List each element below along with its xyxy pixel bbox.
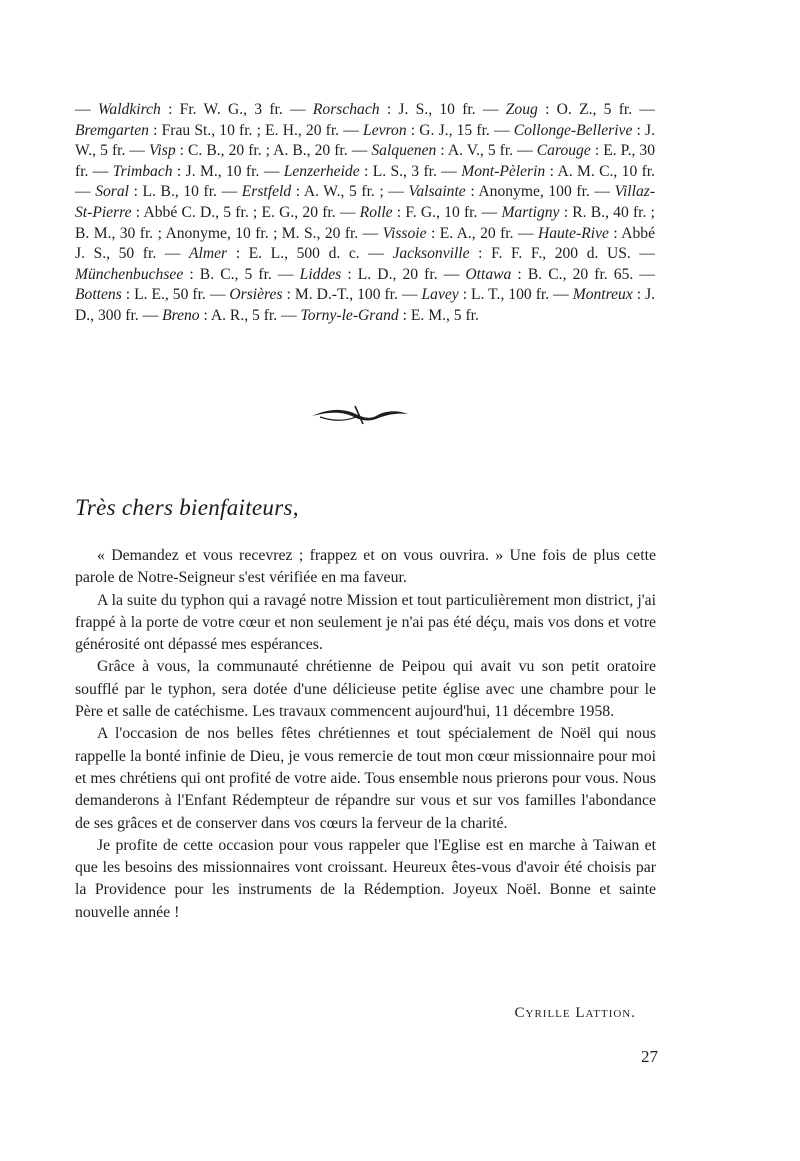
donor-place: Bottens: [75, 286, 122, 304]
donor-contribution: O. Z., 5 fr.: [556, 101, 633, 118]
letter-signature: Cyrille Lattion.: [514, 1005, 636, 1021]
donor-place: Torny-le-Grand: [300, 306, 399, 324]
donor-place: Jacksonville: [392, 245, 470, 263]
donor-contribution: G. J., 15 fr.: [419, 121, 490, 139]
donor-contribution: A. R., 5 fr.: [210, 306, 278, 324]
donor-place: Haute-Rive: [537, 224, 609, 242]
donor-contribution: C. B., 20 fr. ; A. B., 20 fr.: [188, 142, 348, 160]
donor-contribution: L. B., 10 fr.: [142, 183, 217, 201]
donor-place: Vissoie: [382, 224, 427, 242]
donor-contribution: E. P., 30 fr.: [75, 142, 656, 180]
donor-place: Lavey: [421, 286, 459, 304]
letter-salutation: Très chers bienfaiteurs,: [75, 495, 299, 520]
donor-contribution: J. M., 10 fr.: [185, 162, 260, 180]
donor-place: Collonge-Bellerive: [513, 121, 633, 139]
donor-contribution: L. D., 20 fr.: [357, 265, 438, 283]
donor-place: Valsainte: [408, 183, 466, 201]
donor-contribution: E. L., 500 d. c.: [248, 245, 360, 263]
donor-contribution: B. C., 20 fr. 65.: [527, 265, 634, 283]
donor-place: Waldkirch: [97, 101, 161, 118]
letter-paragraph: Grâce à vous, la communauté chrétienne de Peipou qui avait vu son petit oratoire soufflé par le typhon, sera dotée d'une délicieuse petite église avec une chambre pour le Père et salle de catéchisme. Les travaux commencent aujourd'hui, 11 décembre 1958.: [75, 658, 656, 721]
donor-place: Zoug: [505, 101, 538, 118]
scroll-flourish-icon: [310, 402, 410, 428]
donor-contribution: Fr. W. G., 3 fr.: [179, 101, 283, 118]
donor-contribution: M. D.-T., 100 fr.: [294, 286, 398, 304]
donor-contribution: L. S., 3 fr.: [372, 162, 437, 180]
donor-place: Breno: [162, 306, 200, 324]
donor-contribution: R. B., 40 fr. ; B. M., 30 fr. ; Anonyme, 10 fr. ; M. S., 20 fr.: [75, 203, 655, 242]
donor-contribution: Abbé J. S., 50 fr.: [75, 224, 656, 263]
donor-place: Lenzerheide: [283, 162, 360, 180]
letter-paragraph: Je profite de cette occasion pour vous rappeler que l'Eglise est en marche à Taiwan et que les besoins des missionnaires vont croissant. Heureux êtes-vous d'avoir été choisis par la Providence pour les instruments de la Rédemption. Joyeux Noël. Bonne et sainte nouvelle année !: [75, 836, 656, 921]
donor-contribution: L. T., 100 fr.: [471, 286, 550, 304]
page-number: 27: [641, 1047, 658, 1066]
donor-place: Münchenbuchsee: [75, 265, 184, 283]
donor-contribution: J. D., 300 fr.: [75, 286, 656, 324]
donor-contribution: Abbé C. D., 5 fr. ; E. G., 20 fr.: [143, 203, 336, 221]
donor-contribution: A. M. C., 10 fr.: [557, 162, 656, 180]
donor-place: Almer: [189, 245, 228, 263]
donor-contribution: L. E., 50 fr.: [134, 286, 206, 304]
donor-contribution: F. F. F., 200 d. US.: [491, 245, 631, 263]
donor-place: Montreux: [572, 286, 633, 304]
letter-paragraph: A la suite du typhon qui a ravagé notre Mission et tout particulièrement mon district, j'ai frappé à la porte de votre cœur et non seulement je n'ai pas été déçu, mais vos dons et votre générosité ont dépassé mes espérances.: [75, 591, 656, 654]
donor-place: Rorschach: [312, 101, 380, 118]
donor-place: Liddes: [299, 265, 342, 283]
donor-contribution: Anonyme, 100 fr.: [478, 183, 590, 201]
donor-place: Salquenen: [371, 142, 437, 160]
donor-contribution: E. A., 20 fr.: [439, 224, 514, 242]
donor-place: Carouge: [536, 142, 591, 160]
donor-place: Ottawa: [465, 265, 512, 283]
letter-paragraph: « Demandez et vous recevrez ; frappez et on vous ouvrira. » Une fois de plus cette parole de Notre-Seigneur s'est vérifiée en ma faveur.: [75, 547, 656, 587]
donor-place: Trimbach: [112, 162, 173, 180]
donor-contribution: A. W., 5 fr. ;: [303, 183, 384, 201]
donor-contribution: Frau St., 10 fr. ; E. H., 20 fr.: [161, 121, 340, 139]
donor-place: Visp: [149, 142, 176, 160]
donor-contribution: A. V., 5 fr.: [447, 142, 514, 160]
donor-contribution: F. G., 10 fr.: [405, 203, 478, 221]
donor-contribution: J. S., 10 fr.: [398, 101, 476, 118]
donor-place: Bremgarten: [75, 121, 149, 139]
donor-place: Orsières: [229, 286, 283, 304]
donor-list: — Waldkirch : Fr. W. G., 3 fr. — Rorschach : J. S., 10 fr. — Zoug : O. Z., 5 fr. — Bremgarten : Frau St., 10 fr. ; E. H., 20 fr. — Levron : G. J., 15 fr. — Collonge-Bellerive : J. W., 5 fr. — Visp : C. B., 20 fr. ; A. B., 20 fr. — Salquenen : A. V., 5 fr. — Carouge : E. P., 30 fr. — Trimbach : J. M., 10 fr. — Lenzerheide : L. S., 3 fr. — Mont-Pèlerin : A. M. C., 10 fr. — Soral : L. B., 10 fr. — Erstfeld : A. W., 5 fr. ; — Valsainte : Anonyme, 100 fr. — Villaz-St-Pierre : Abbé C. D., 5 fr. ; E. G., 20 fr. — Rolle : F. G., 10 fr. — Martigny : R. B., 40 fr. ; B. M., 30 fr. ; Anonyme, 10 fr. ; M. S., 20 fr. — Vissoie : E. A., 20 fr. — Haute-Rive : Abbé J. S., 50 fr. — Almer : E. L., 500 d. c. — Jacksonville : F. F. F., 200 d. US. — Münchenbuchsee : B. C., 5 fr. — Liddes : L. D., 20 fr. — Ottawa : B. C., 20 fr. 65. — Bottens : L. E., 50 fr. — Orsières : M. D.-T., 100 fr. — Lavey : L. T., 100 fr. — Montreux : J. D., 300 fr. — Breno : A. R., 5 fr. — Torny-le-Grand : E. M., 5 fr.: [75, 101, 656, 324]
letter-paragraph: A l'occasion de nos belles fêtes chrétiennes et tout spécialement de Noël qui nous rappelle la bonté infinie de Dieu, je vous remercie de tout mon cœur missionnaire pour moi et mes chrétiens qui ont profité de votre aide. Tous ensemble nous prierons pour vous. Nous demanderons à l'Enfant Rédempteur de répandre sur vous et sur vos familles l'abondance de ses grâces et de conserver dans vos cœurs la ferveur de la charité.: [75, 725, 656, 832]
donor-contribution: E. M., 5 fr.: [410, 306, 479, 324]
donor-place: Levron: [363, 121, 407, 139]
donor-place: Soral: [95, 183, 129, 201]
donor-contribution: J. W., 5 fr.: [75, 121, 656, 160]
donor-place: Mont-Pèlerin: [461, 162, 546, 180]
donor-place: Erstfeld: [241, 183, 292, 201]
donor-contribution: B. C., 5 fr.: [199, 265, 272, 283]
donor-place: Martigny: [501, 203, 560, 221]
letter-body: [75, 545, 656, 924]
donor-place: Villaz-St-Pierre: [75, 183, 656, 221]
donor-place: Rolle: [359, 203, 393, 221]
